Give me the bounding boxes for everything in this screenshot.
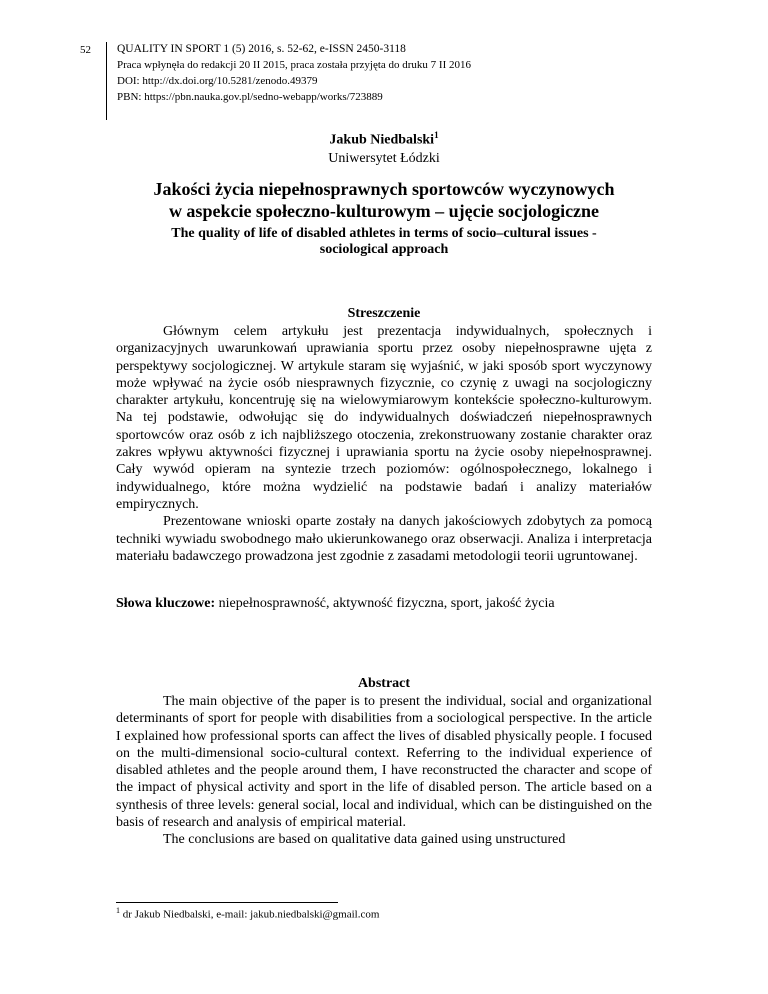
- footnote-text: dr Jakub Niedbalski, e-mail: jakub.niedbalski@gmail.com: [122, 908, 380, 921]
- abstract-paragraph-2: The conclusions are based on qualitative data gained using unstructured: [163, 832, 566, 848]
- abstract-body: [116, 693, 652, 849]
- title-english-line-2: sociological approach: [319, 242, 449, 257]
- author-footnote-mark: 1: [434, 130, 439, 140]
- streszczenie-paragraph-1: Głównym celem artykułu jest prezentacja indywidualnych, społecznych i organizacyjnych uwarunkowań uprawiania sportu przez osoby niepełnosprawne ujęta z perspektywy socjologicznej. W artykule staram się wyjaśnić, w jaki sposób sport wyczynowy może wpływać na życie osób niesprawnych fizycznie, co czynię z uwagi na socjologiczny charakter artykułu, koncentruję się na wielowymiarowym kontekście społeczno-kulturowym. Na tej podstawie, odwołując się do indywidualnych doświadczeń niepełnosprawnych sportowców oraz osób z ich najbliższego otoczenia, zrekonstruowany zostanie charakter oraz zakres wpływu aktywności fizycznej i uprawiania sportu na życie osoby niepełnosprawnej. Cały wywód opieram na syntezie trzech poziomów: ogólnospołecznego, lokalnego i indywidualnego, które można wydzielić na podstawie badań i analizy materiałów empirycznych.: [116, 324, 652, 512]
- journal-citation: QUALITY IN SPORT 1 (5) 2016, s. 52-62, e-ISSN 2450-3118: [117, 43, 406, 55]
- doi-line: DOI: http://dx.doi.org/10.5281/zenodo.49379: [117, 75, 318, 87]
- pbn-line: PBN: https://pbn.nauka.gov.pl/sedno-webapp/works/723889: [117, 91, 383, 103]
- page-number: 52: [80, 44, 91, 56]
- title-polish: [0, 178, 768, 222]
- author-affiliation: Uniwersytet Łódzki: [328, 150, 440, 166]
- keywords-label: Słowa kluczowe:: [116, 596, 216, 611]
- author-name: Jakub Niedbalski$^1$: [329, 130, 439, 148]
- keywords: [116, 596, 555, 612]
- received-accepted-dates: Praca wpłynęła do redakcji 20 II 2015, praca została przyjęta do druku 7 II 2016: [117, 59, 472, 71]
- streszczenie-heading: Streszczenie: [347, 306, 421, 321]
- author-block: [0, 126, 768, 168]
- title-english-line-1: The quality of life of disabled athletes in terms of socio–cultural issues -: [171, 226, 597, 241]
- title-english: [0, 226, 768, 258]
- abstract-heading: Abstract: [357, 676, 411, 691]
- header-divider: [106, 42, 107, 120]
- streszczenie-body: [116, 323, 652, 565]
- streszczenie-paragraph-2: Prezentowane wnioski oparte zostały na danych jakościowych zdobytych za pomocą techniki wywiadu swobodnego mało ukierunkowanego oraz obserwacji. Analiza i interpretacja materiału badawczego prowadzona jest zgodnie z zasadami metodologii teorii ugruntowanej.: [116, 514, 652, 564]
- abstract-paragraph-1: The main objective of the paper is to present the individual, social and organizational determinants of sport for people with disabilities from a sociological perspective. In the article I explained how professional sports can affect the lives of disabled physically people. I focused on the multi-dimensional socio-cultural context. Referring to the individual experience of disabled athletes and the people around them, I have reconstructed the character and scope of the impact of physical activity and sport in the life of disabled person. The article based on a synthesis of three levels: general social, local and individual, which can be distinguished on the basis of research and analysis of empirical material.: [116, 694, 652, 831]
- title-polish-line-2: w aspekcie społeczno-kulturowym – ujęcie socjologiczne: [168, 201, 600, 221]
- title-polish-line-1: Jakości życia niepełnosprawnych sportowców wyczynowych: [153, 179, 615, 199]
- footnote-mark: 1: [116, 906, 120, 915]
- footnote: [116, 906, 379, 921]
- footnote-divider: [116, 902, 338, 903]
- journal-header: [117, 41, 471, 105]
- keywords-text: niepełnosprawność, aktywność fizyczna, sport, jakość życia: [218, 596, 555, 611]
